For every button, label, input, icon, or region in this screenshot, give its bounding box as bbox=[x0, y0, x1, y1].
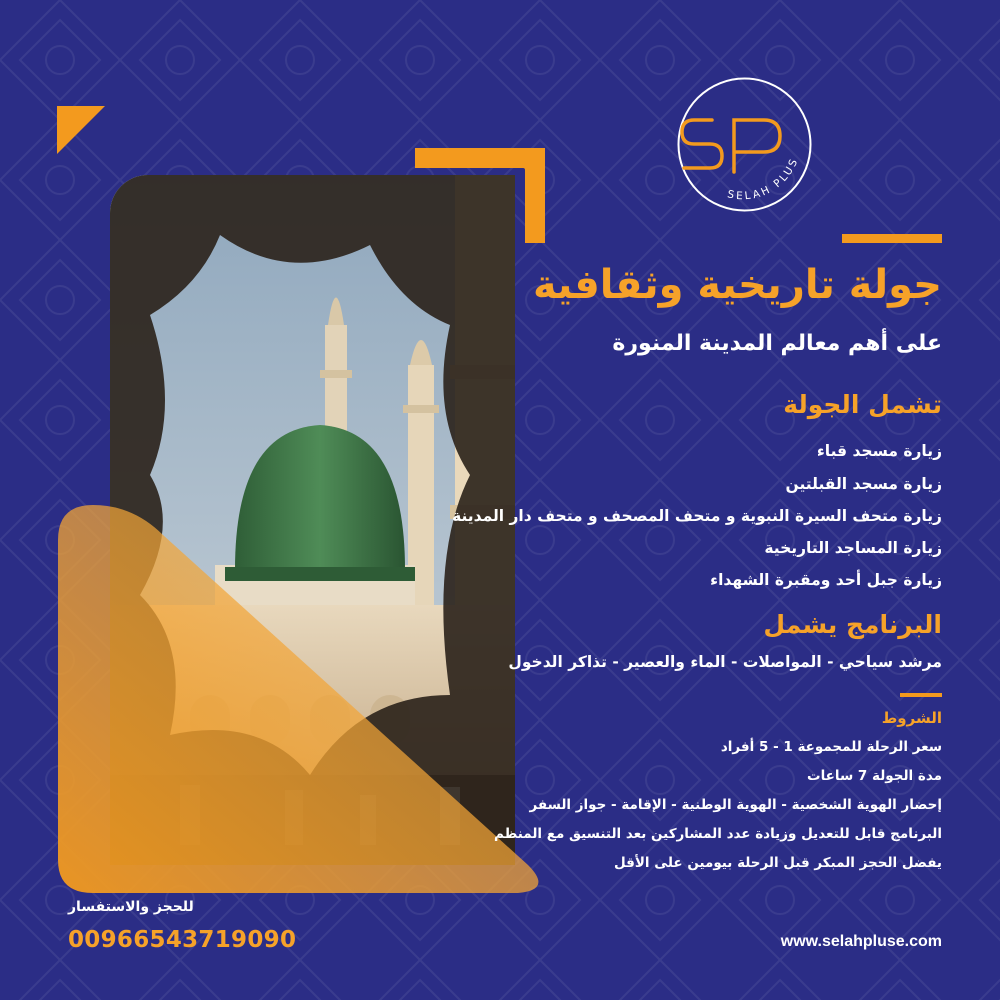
phone-number[interactable]: 00966543719090 bbox=[68, 927, 297, 953]
tour-item: زيارة مسجد القبلتين bbox=[785, 475, 942, 493]
logo-brand-text: SELAH PLUS bbox=[726, 155, 801, 203]
program-text: مرشد سياحي - المواصلات - الماء والعصير - تذاكر الدخول bbox=[508, 653, 942, 671]
tour-item: زيارة متحف السيرة النبوية و متحف المصحف و متحف دار المدينة bbox=[452, 507, 942, 525]
accent-triangle bbox=[57, 106, 105, 154]
condition-item: إحضار الهوية الشخصية - الهوية الوطنية - الإقامة - جواز السفر bbox=[529, 797, 942, 813]
conditions-bar bbox=[900, 693, 942, 697]
conditions-heading: الشروط bbox=[881, 709, 942, 727]
contact-label: للحجز والاستفسار bbox=[68, 899, 194, 915]
tour-item: زيارة جبل أحد ومقبرة الشهداء bbox=[710, 571, 942, 589]
selah-plus-logo bbox=[672, 72, 817, 217]
website-link[interactable]: www.selahpluse.com bbox=[780, 933, 942, 950]
photo-overlay bbox=[58, 505, 558, 895]
program-heading: البرنامج يشمل bbox=[763, 610, 942, 639]
condition-item: مدة الجولة 7 ساعات bbox=[807, 768, 942, 784]
condition-item: البرنامج قابل للتعديل وزيادة عدد المشاركين بعد التنسيق مع المنظم bbox=[494, 826, 942, 842]
tour-item: زيارة مسجد قباء bbox=[816, 442, 942, 460]
condition-item: يفضل الحجز المبكر قبل الرحلة بيومين على الأقل bbox=[613, 855, 942, 871]
tour-item: زيارة المساجد التاريخية bbox=[764, 539, 942, 557]
title-bar bbox=[842, 234, 942, 243]
tour-heading: تشمل الجولة bbox=[783, 390, 942, 419]
condition-item: سعر الرحلة للمجموعة 1 - 5 أفراد bbox=[720, 739, 942, 755]
page-subtitle: على أهم معالم المدينة المنورة bbox=[612, 331, 942, 356]
page-title: جولة تاريخية وثقافية bbox=[532, 262, 942, 308]
svg-text:SELAH PLUS bbox=[726, 155, 801, 202]
